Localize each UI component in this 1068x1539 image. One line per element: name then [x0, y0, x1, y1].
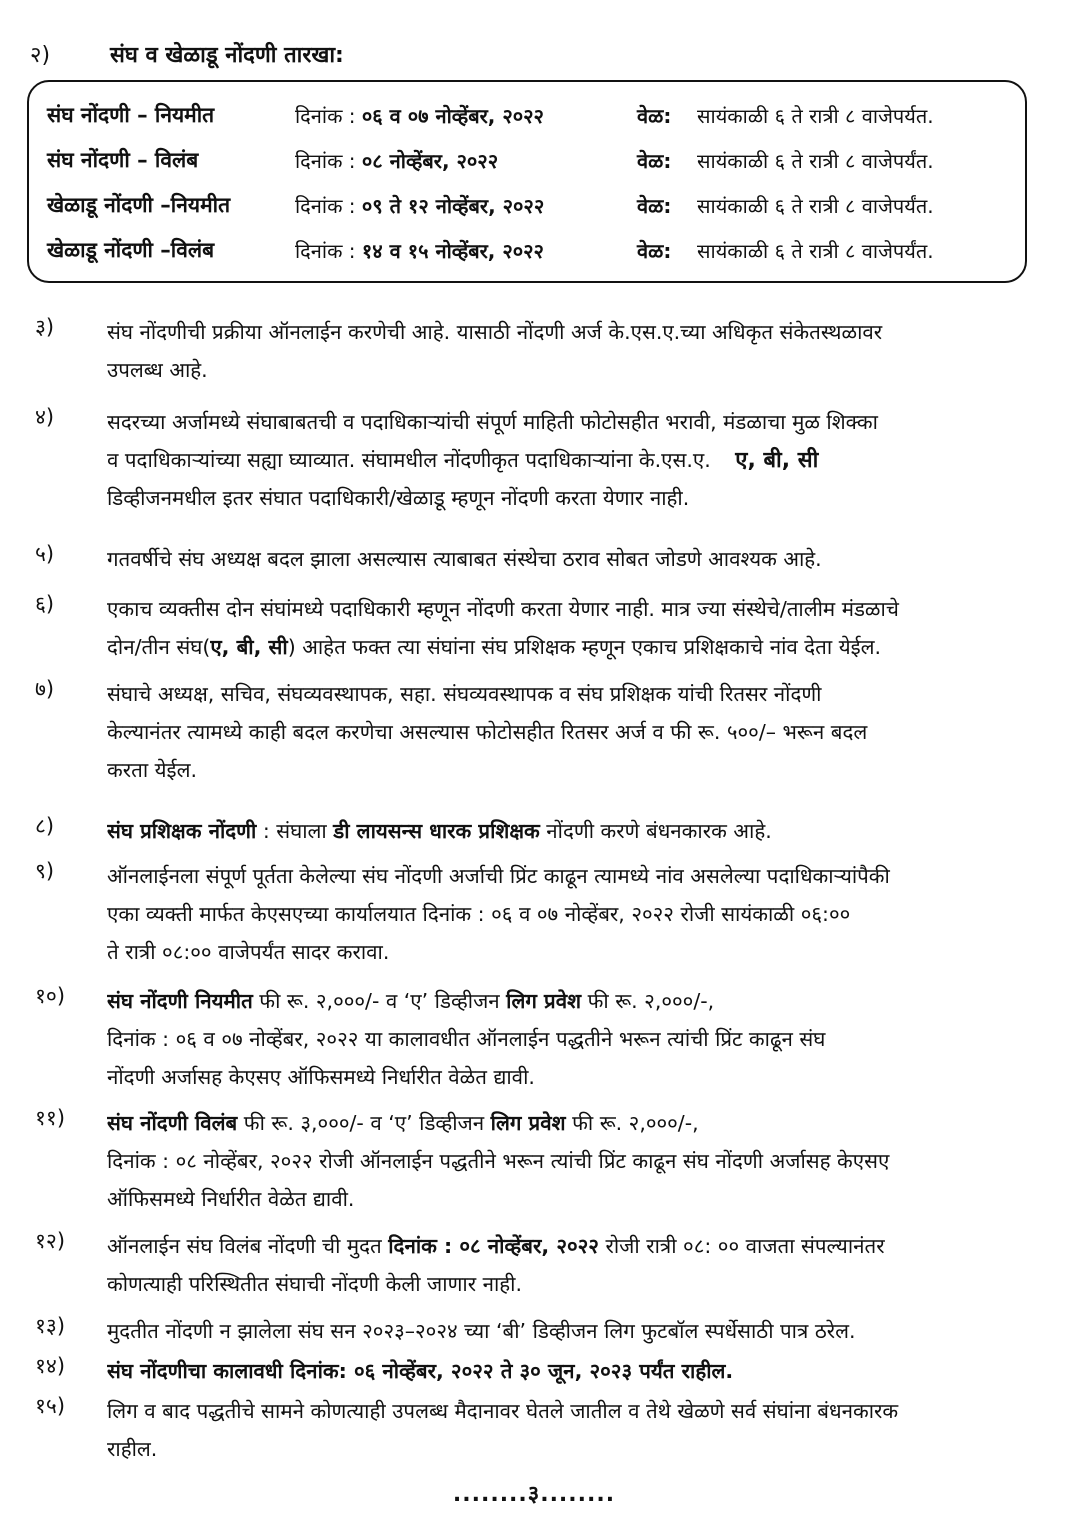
text-line: ते रात्री ०८:०० वाजेपर्यंत सादर करावा. — [107, 940, 390, 964]
bold-segment: डी लायसन्स धारक प्रशिक्षक — [333, 819, 540, 843]
text-line: राहील. — [107, 1437, 158, 1461]
item-text — [107, 590, 1017, 666]
text-line: संघाचे अध्यक्ष, सचिव, संघव्यवस्थापक, सहा. संघव्यवस्थापक व संघ प्रशिक्षक यांची रितसर नोंदणी — [107, 682, 822, 706]
item-number: १५) — [35, 1394, 66, 1418]
registration-schedule-box — [27, 80, 1027, 283]
time-label: वेळ: — [637, 193, 672, 218]
item-number: ८) — [35, 814, 55, 838]
text-line: संघ नोंदणीची प्रक्रीया ऑनलाईन करणेची आहे. यासाठी नोंदणी अर्ज के.एस.ए.च्या अधिकृत संकेतस्थळावर — [107, 320, 883, 344]
section-title: संघ व खेळाडू नोंदणी तारखा: — [110, 43, 344, 68]
text-line: नोंदणी अर्जासह केएसए ऑफिसमध्ये निर्धारीत वेळेत द्यावी. — [107, 1065, 535, 1089]
text-line: सदरच्या अर्जामध्ये संघाबाबतची व पदाधिकाऱ्यांची संपूर्ण माहिती फोटोसहीत भरावी, मंडळाचा मुळ शिक्का — [107, 410, 878, 434]
text-line — [107, 1104, 1017, 1142]
item-text — [107, 1104, 1017, 1218]
text-segment: ) आहेत फक्त त्या संघांना संघ प्रशिक्षक म्हणून एकाच प्रशिक्षकाचे नांव देता येईल. — [287, 635, 882, 659]
text-segment: फी रू. २,०००/- व ‘ए’ डिव्हीजन — [252, 989, 507, 1013]
item-text — [107, 982, 1017, 1096]
time-value: सायंकाळी ६ ते रात्री ८ वाजेपर्यंत. — [697, 238, 934, 263]
text-line: एका व्यक्ती मार्फत केएसएच्या कार्यालयात दिनांक : ०६ व ०७ नोव्हेंबर, २०२२ रोजी सायंकाळी ०६:०० — [107, 902, 851, 926]
date-value: ०८ नोव्हेंबर, २०२२ — [361, 148, 499, 173]
date-value: १४ व १५ नोव्हेंबर, २०२२ — [361, 238, 544, 263]
text-line: मुदतीत नोंदणी न झालेला संघ सन २०२३–२०२४ च्या ‘बी’ डिव्हीजन लिग फुटबॉल स्पर्धेसाठी पात्र ठरेल. — [107, 1319, 856, 1343]
item-number: १४) — [35, 1354, 66, 1378]
text-segment: दोन/तीन संघ( — [107, 635, 211, 659]
text-line: करता येईल. — [107, 758, 198, 782]
text-line: ऑफिसमध्ये निर्धारीत वेळेत द्यावी. — [107, 1187, 355, 1211]
item-text — [107, 540, 1017, 578]
schedule-date — [295, 192, 544, 219]
bold-segment: लिग प्रवेश — [506, 989, 582, 1013]
bold-segment: संघ नोंदणीचा कालावधी दिनांक: ०६ नोव्हेंबर, २०२२ ते ३० जून, २०२३ पर्यंत राहील. — [107, 1359, 734, 1383]
text-line: ऑनलाईनला संपूर्ण पूर्तता केलेल्या संघ नोंदणी अर्जाची प्रिंट काढून त्यामध्ये नांव असलेल्या पदाधिकाऱ्यांपैकी — [107, 864, 890, 888]
text-segment: ऑनलाईन संघ विलंब नोंदणी ची मुदत — [107, 1234, 389, 1258]
section-number: २) — [30, 43, 51, 68]
text-line: एकाच व्यक्तीस दोन संघांमध्ये पदाधिकारी म्हणून नोंदणी करता येणार नाही. मात्र ज्या संस्थेचे/तालीम मंडळाचे — [107, 597, 899, 621]
bold-segment: ए, बी, सी — [210, 635, 288, 659]
text-line: केल्यानंतर त्यामध्ये काही बदल करणेचा असल्यास फोटोसहीत रितसर अर्ज व फी रू. ५००/– भरून बदल — [107, 720, 868, 744]
text-segment: फी रू. २,०००/-, — [565, 1111, 699, 1135]
date-value: ०९ ते १२ नोव्हेंबर, २०२२ — [361, 193, 545, 218]
text-line — [107, 812, 1017, 850]
bold-segment: लिग प्रवेश — [490, 1111, 566, 1135]
text-line: दिनांक : ०८ नोव्हेंबर, २०२२ रोजी ऑनलाईन पद्धतीने भरून त्यांची प्रिंट काढून संघ नोंदणी अर्जासह केएसए — [107, 1149, 890, 1173]
schedule-label: खेळाडू नोंदणी –विलंब — [47, 238, 215, 262]
text-segment: फी रू. ३,०००/- व ‘ए’ डिव्हीजन — [237, 1111, 491, 1135]
schedule-label: खेळाडू नोंदणी –नियमीत — [47, 193, 231, 217]
item-number: ३) — [35, 315, 55, 339]
text-segment: फी रू. २,०००/-, — [581, 989, 715, 1013]
schedule-date — [295, 237, 544, 264]
text-line — [107, 982, 1017, 1020]
text-line: कोणत्याही परिस्थितीत संघाची नोंदणी केली जाणार नाही. — [107, 1272, 523, 1296]
time-value: सायंकाळी ६ ते रात्री ८ वाजेपर्यंत. — [697, 148, 934, 173]
item-text — [107, 403, 1017, 517]
time-label: वेळ: — [637, 148, 672, 173]
bold-segment: संघ नोंदणी विलंब — [107, 1111, 238, 1135]
item-text — [107, 1312, 1017, 1350]
text-line: लिग व बाद पद्धतीचे सामने कोणत्याही उपलब्ध मैदानावर घेतले जातील व तेथे खेळणे सर्व संघांना बंधनकारक — [107, 1399, 899, 1423]
text-line — [107, 441, 1017, 479]
date-label: दिनांक : — [295, 148, 356, 173]
item-number: १०) — [35, 984, 66, 1008]
schedule-row — [29, 182, 1029, 228]
schedule-date — [295, 102, 544, 129]
schedule-row — [29, 227, 1029, 273]
item-number: ७) — [35, 677, 55, 701]
text-segment: : संघाला — [256, 819, 334, 843]
item-text — [107, 675, 1017, 789]
section-2-heading — [30, 34, 344, 74]
item-number: ९) — [35, 859, 55, 883]
time-label: वेळ: — [637, 238, 672, 263]
page-number-footer: ........३........ — [452, 1482, 616, 1507]
item-number: ४) — [35, 405, 55, 429]
text-line — [107, 1227, 1017, 1265]
date-label: दिनांक : — [295, 103, 356, 128]
text-line — [107, 1352, 1017, 1390]
item-number: १३) — [35, 1314, 66, 1338]
item-text — [107, 1227, 1017, 1303]
time-label: वेळ: — [637, 103, 672, 128]
item-text — [107, 1392, 1017, 1468]
text-segment: रोजी रात्री ०८: ०० वाजता संपल्यानंतर — [598, 1234, 885, 1258]
text-line: डिव्हीजनमधील इतर संघात पदाधिकारी/खेळाडू म्हणून नोंदणी करता येणार नाही. — [107, 486, 690, 510]
bold-segment: ए, बी, सी — [735, 448, 819, 473]
schedule-date — [295, 147, 498, 174]
text-segment: नोंदणी करणे बंधनकारक आहे. — [539, 819, 772, 843]
text-line: गतवर्षीचे संघ अध्यक्ष बदल झाला असल्यास त्याबाबत संस्थेचा ठराव सोबत जोडणे आवश्यक आहे. — [107, 547, 822, 571]
bold-segment: संघ नोंदणी नियमीत — [107, 989, 253, 1013]
item-number: ५) — [35, 542, 55, 566]
bold-segment: संघ प्रशिक्षक नोंदणी — [107, 819, 257, 843]
text-line: दिनांक : ०६ व ०७ नोव्हेंबर, २०२२ या कालावधीत ऑनलाईन पद्धतीने भरून त्यांची प्रिंट काढून संघ — [107, 1027, 826, 1051]
schedule-label: संघ नोंदणी – विलंब — [47, 148, 199, 172]
schedule-row — [29, 92, 1029, 138]
time-value: सायंकाळी ६ ते रात्री ८ वाजेपर्यंत. — [697, 193, 934, 218]
bold-segment: दिनांक : ०८ नोव्हेंबर, २०२२ — [388, 1234, 599, 1258]
item-text — [107, 1352, 1017, 1390]
item-number: ६) — [35, 592, 55, 616]
item-number: १२) — [35, 1229, 66, 1253]
time-value: सायंकाळी ६ ते रात्री ८ वाजेपर्यत. — [697, 103, 934, 128]
schedule-row — [29, 137, 1029, 183]
item-number: ११) — [35, 1106, 66, 1130]
date-value: ०६ व ०७ नोव्हेंबर, २०२२ — [361, 103, 544, 128]
schedule-label: संघ नोंदणी – नियमीत — [47, 103, 215, 127]
item-text — [107, 812, 1017, 850]
text-segment: व पदाधिकाऱ्यांच्या सह्या घ्याव्यात. संघामधील नोंदणीकृत पदाधिकाऱ्यांना के.एस.ए. — [107, 448, 711, 472]
date-label: दिनांक : — [295, 193, 356, 218]
text-line — [107, 628, 1017, 666]
item-text — [107, 857, 1017, 971]
item-text — [107, 313, 1017, 389]
date-label: दिनांक : — [295, 238, 356, 263]
text-line: उपलब्ध आहे. — [107, 358, 208, 382]
